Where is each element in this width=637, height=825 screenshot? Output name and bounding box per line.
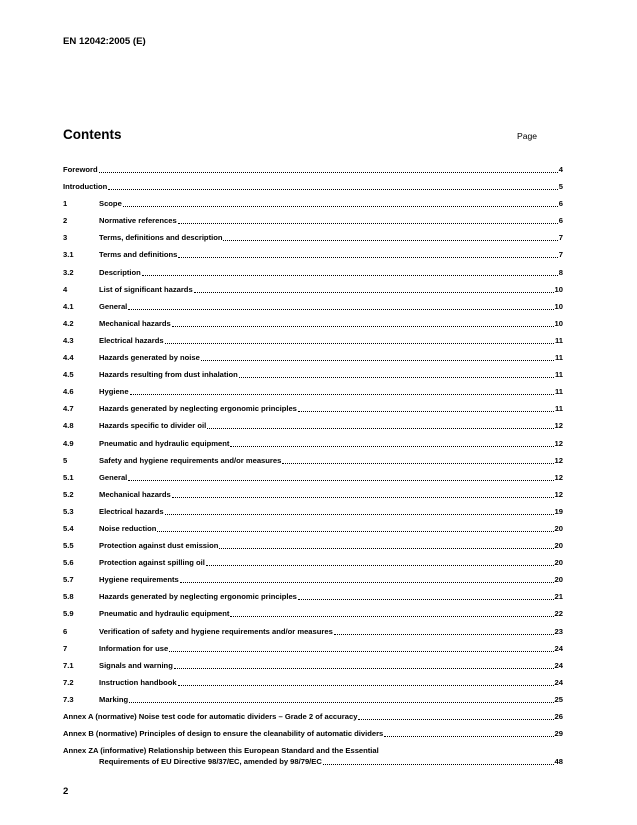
toc-entry-number: 7.1 xyxy=(63,660,74,670)
toc-entry[interactable] xyxy=(63,249,563,266)
toc-entry[interactable] xyxy=(63,420,563,437)
toc-entry[interactable] xyxy=(63,215,563,232)
leader-dots xyxy=(178,677,554,686)
toc-entry-title: Verification of safety and hygiene requirements and/or measures xyxy=(99,626,333,636)
toc-entry-page: 11 xyxy=(554,387,563,397)
toc-entry-number: 1 xyxy=(63,199,68,209)
leader-dots xyxy=(130,386,554,395)
contents-title: Contents xyxy=(63,127,122,142)
toc-entry[interactable] xyxy=(63,232,563,249)
toc-entry[interactable] xyxy=(63,540,563,557)
toc-entry-title: Hazards resulting from dust inhalation xyxy=(99,370,238,380)
leader-dots xyxy=(384,728,553,737)
toc-entry[interactable] xyxy=(63,591,563,608)
leader-dots xyxy=(298,591,554,600)
leader-dots xyxy=(169,643,553,652)
toc-entry-page: 29 xyxy=(554,729,563,739)
toc-entry-page: 24 xyxy=(554,677,563,687)
toc-entry-title: Annex B (normative) Principles of design to ensure the cleanability of automatic dividers xyxy=(63,729,384,739)
toc-entry-number: 5.3 xyxy=(63,506,74,516)
leader-dots xyxy=(180,574,554,583)
toc-entry-title: Hazards generated by noise xyxy=(99,353,200,363)
toc-entry-number: 4.3 xyxy=(63,335,74,345)
toc-entry-page: 12 xyxy=(554,421,563,431)
toc-entry-page: 12 xyxy=(554,438,563,448)
leader-dots xyxy=(239,369,554,378)
toc-entry-number: 6 xyxy=(63,626,68,636)
toc-entry-title: Protection against dust emission xyxy=(99,541,219,551)
toc-entry-number: 5.4 xyxy=(63,523,74,533)
toc-entry-number: 5.2 xyxy=(63,489,74,499)
toc-entry-number: 4.6 xyxy=(63,387,74,397)
leader-dots xyxy=(128,472,553,481)
leader-dots xyxy=(230,438,553,447)
toc-entry-title: List of significant hazards xyxy=(99,284,193,294)
toc-entry-page: 19 xyxy=(554,506,563,516)
toc-entry-page: 48 xyxy=(554,757,563,767)
leader-dots xyxy=(230,608,553,617)
toc-entry-page: 24 xyxy=(554,643,563,653)
toc-entry-title: Instruction handbook xyxy=(99,677,177,687)
toc-entry-number: 4.9 xyxy=(63,438,74,448)
page-number: 2 xyxy=(63,786,69,797)
toc-entry-title: Annex ZA (informative) Relationship between this European Standard and the Essential xyxy=(63,746,379,756)
toc-entry-title: Hygiene requirements xyxy=(99,575,179,585)
leader-dots xyxy=(172,318,554,327)
toc-entry-page: 10 xyxy=(554,284,563,294)
toc-entry-title: Signals and warning xyxy=(99,660,173,670)
toc-entry-number: 5.7 xyxy=(63,575,74,585)
toc-entry[interactable] xyxy=(63,301,563,318)
toc-entry-number: 5.1 xyxy=(63,472,74,482)
toc-entry-page: 21 xyxy=(554,592,563,602)
toc-entry-page: 12 xyxy=(554,455,563,465)
toc-entry-title: General xyxy=(99,472,128,482)
toc-entry-title: Safety and hygiene requirements and/or measures xyxy=(99,455,282,465)
toc-entry[interactable] xyxy=(63,557,563,574)
toc-entry-number: 5.9 xyxy=(63,609,74,619)
toc-entry-page: 7 xyxy=(558,233,563,243)
toc-entry-number: 4.7 xyxy=(63,404,74,414)
toc-entry-title: Mechanical hazards xyxy=(99,318,171,328)
leader-dots xyxy=(123,198,558,207)
toc-entry-page: 8 xyxy=(558,267,563,277)
document-id: EN 12042:2005 (E) xyxy=(63,36,146,47)
toc-entry-number: 7.2 xyxy=(63,677,74,687)
toc-entry[interactable] xyxy=(63,660,563,677)
toc-entry-page: 20 xyxy=(554,541,563,551)
toc-entry[interactable] xyxy=(63,626,563,643)
toc-entry[interactable] xyxy=(63,164,563,181)
toc-entry-page: 11 xyxy=(554,404,563,414)
leader-dots xyxy=(334,626,554,635)
leader-dots xyxy=(298,403,554,412)
toc-entry-title: General xyxy=(99,301,128,311)
toc-entry-page: 12 xyxy=(554,472,563,482)
toc-entry-page: 10 xyxy=(554,318,563,328)
toc-entry[interactable] xyxy=(63,335,563,352)
toc-entry-page: 5 xyxy=(558,182,563,192)
toc-entry[interactable] xyxy=(63,523,563,540)
toc-entry-number: 5.8 xyxy=(63,592,74,602)
leader-dots xyxy=(178,215,558,224)
toc-entry-number: 4.2 xyxy=(63,318,74,328)
toc-entry-title: Noise reduction xyxy=(99,523,157,533)
leader-dots xyxy=(219,540,553,549)
toc-entry-title: Scope xyxy=(99,199,122,209)
leader-dots xyxy=(108,181,557,190)
leader-dots xyxy=(174,660,554,669)
toc-entry[interactable] xyxy=(63,506,563,523)
toc-entry[interactable] xyxy=(63,369,563,386)
toc-entry-page: 11 xyxy=(554,335,563,345)
toc-entry-number: 4 xyxy=(63,284,68,294)
toc-entry[interactable] xyxy=(63,455,563,472)
toc-entry-page: 10 xyxy=(554,301,563,311)
toc-entry-number: 3.1 xyxy=(63,250,74,260)
toc-entry-page: 22 xyxy=(554,609,563,619)
toc-entry-title-continued: Requirements of EU Directive 98/37/EC, amended by 98/79/EC xyxy=(99,757,322,767)
toc-entry-page: 26 xyxy=(554,712,563,721)
toc-entry[interactable] xyxy=(63,438,563,455)
toc-entry-page: 20 xyxy=(554,575,563,585)
toc-entry-title: Hazards specific to divider oil xyxy=(99,421,207,431)
toc-entry-number: 2 xyxy=(63,216,68,226)
leader-dots xyxy=(358,711,553,720)
toc-entry-title: Hygiene xyxy=(99,387,129,397)
toc-entry[interactable] xyxy=(63,574,563,591)
toc-entry-title: Description xyxy=(99,267,141,277)
toc-entry-number: 4.4 xyxy=(63,353,74,363)
toc-entry[interactable] xyxy=(63,711,563,728)
toc-entry-page: 11 xyxy=(554,370,563,380)
toc-entry-number: 5.6 xyxy=(63,558,74,568)
toc-entry[interactable] xyxy=(63,728,563,745)
toc-entry-title: Terms and definitions xyxy=(99,250,178,260)
toc-entry[interactable] xyxy=(63,267,563,284)
toc-entry[interactable] xyxy=(63,677,563,694)
toc-entry-title: Normative references xyxy=(99,216,177,226)
toc-entry-title: Marking xyxy=(99,694,129,704)
toc-entry-number: 4.1 xyxy=(63,301,74,311)
leader-dots xyxy=(165,506,554,515)
toc-entry-title: Protection against spilling oil xyxy=(99,558,205,568)
leader-dots xyxy=(206,557,554,566)
toc-entry-title: Pneumatic and hydraulic equipment xyxy=(99,609,230,619)
toc-entry[interactable] xyxy=(63,181,563,198)
leader-dots xyxy=(323,756,554,765)
toc-entry[interactable] xyxy=(63,352,563,369)
leader-dots xyxy=(194,284,554,293)
toc-entry[interactable] xyxy=(63,318,563,335)
toc-entry-title: Pneumatic and hydraulic equipment xyxy=(99,438,230,448)
leader-dots xyxy=(142,267,558,276)
toc-entry-title: Hazards generated by neglecting ergonomic principles xyxy=(99,592,297,602)
toc-entry-page: 20 xyxy=(554,558,563,568)
toc-entry-number: 7.3 xyxy=(63,694,74,704)
toc-entry-annex-za[interactable] xyxy=(63,745,563,771)
toc-entry-page: 25 xyxy=(554,694,563,704)
toc-entry-number: 7 xyxy=(63,643,68,653)
leader-dots xyxy=(99,164,558,173)
toc-entry[interactable] xyxy=(63,472,563,489)
toc-entry[interactable] xyxy=(63,608,563,625)
leader-dots xyxy=(223,232,557,241)
toc-entry-number: 4.5 xyxy=(63,370,74,380)
toc-entry[interactable] xyxy=(63,694,563,711)
toc-entry-page: 6 xyxy=(558,216,563,226)
leader-dots xyxy=(201,352,554,361)
toc-entry[interactable] xyxy=(63,198,563,215)
page-column-label: Page xyxy=(517,131,538,141)
leader-dots xyxy=(178,249,557,258)
leader-dots xyxy=(172,489,554,498)
toc-entry-title: Hazards generated by neglecting ergonomic principles xyxy=(99,404,297,414)
toc-entry[interactable] xyxy=(63,403,563,420)
toc-entry[interactable] xyxy=(63,489,563,506)
toc-entry-title: Electrical hazards xyxy=(99,506,164,516)
toc-entry-title: Annex A (normative) Noise test code for automatic dividers – Grade 2 of accuracy xyxy=(63,712,358,721)
toc-entry-page: 4 xyxy=(558,165,563,174)
toc-entry-number: 3.2 xyxy=(63,267,74,277)
toc-entry[interactable] xyxy=(63,643,563,660)
toc-entry-title: Terms, definitions and description xyxy=(99,233,223,243)
toc-entry-number: 3 xyxy=(63,233,68,243)
toc-entry-page: 24 xyxy=(554,660,563,670)
table-of-contents xyxy=(63,164,563,771)
toc-entry-number: 5 xyxy=(63,455,68,465)
leader-dots xyxy=(282,455,553,464)
toc-entry-page: 6 xyxy=(558,199,563,209)
leader-dots xyxy=(165,335,554,344)
toc-entry-page: 11 xyxy=(554,353,563,363)
leader-dots xyxy=(157,523,553,532)
leader-dots xyxy=(128,301,553,310)
toc-entry-page: 23 xyxy=(554,626,563,636)
toc-entry-title: Information for use xyxy=(99,643,169,653)
leader-dots xyxy=(207,420,553,429)
toc-entry-page: 7 xyxy=(558,250,563,260)
toc-entry[interactable] xyxy=(63,284,563,301)
toc-entry-title: Introduction xyxy=(63,182,108,192)
toc-entry-number: 4.8 xyxy=(63,421,74,431)
toc-entry-page: 20 xyxy=(554,523,563,533)
toc-entry[interactable] xyxy=(63,386,563,403)
toc-entry-page: 12 xyxy=(554,489,563,499)
toc-entry-title: Mechanical hazards xyxy=(99,489,171,499)
toc-entry-title: Electrical hazards xyxy=(99,335,164,345)
leader-dots xyxy=(129,694,553,703)
toc-entry-number: 5.5 xyxy=(63,541,74,551)
toc-entry-title: Foreword xyxy=(63,165,98,174)
